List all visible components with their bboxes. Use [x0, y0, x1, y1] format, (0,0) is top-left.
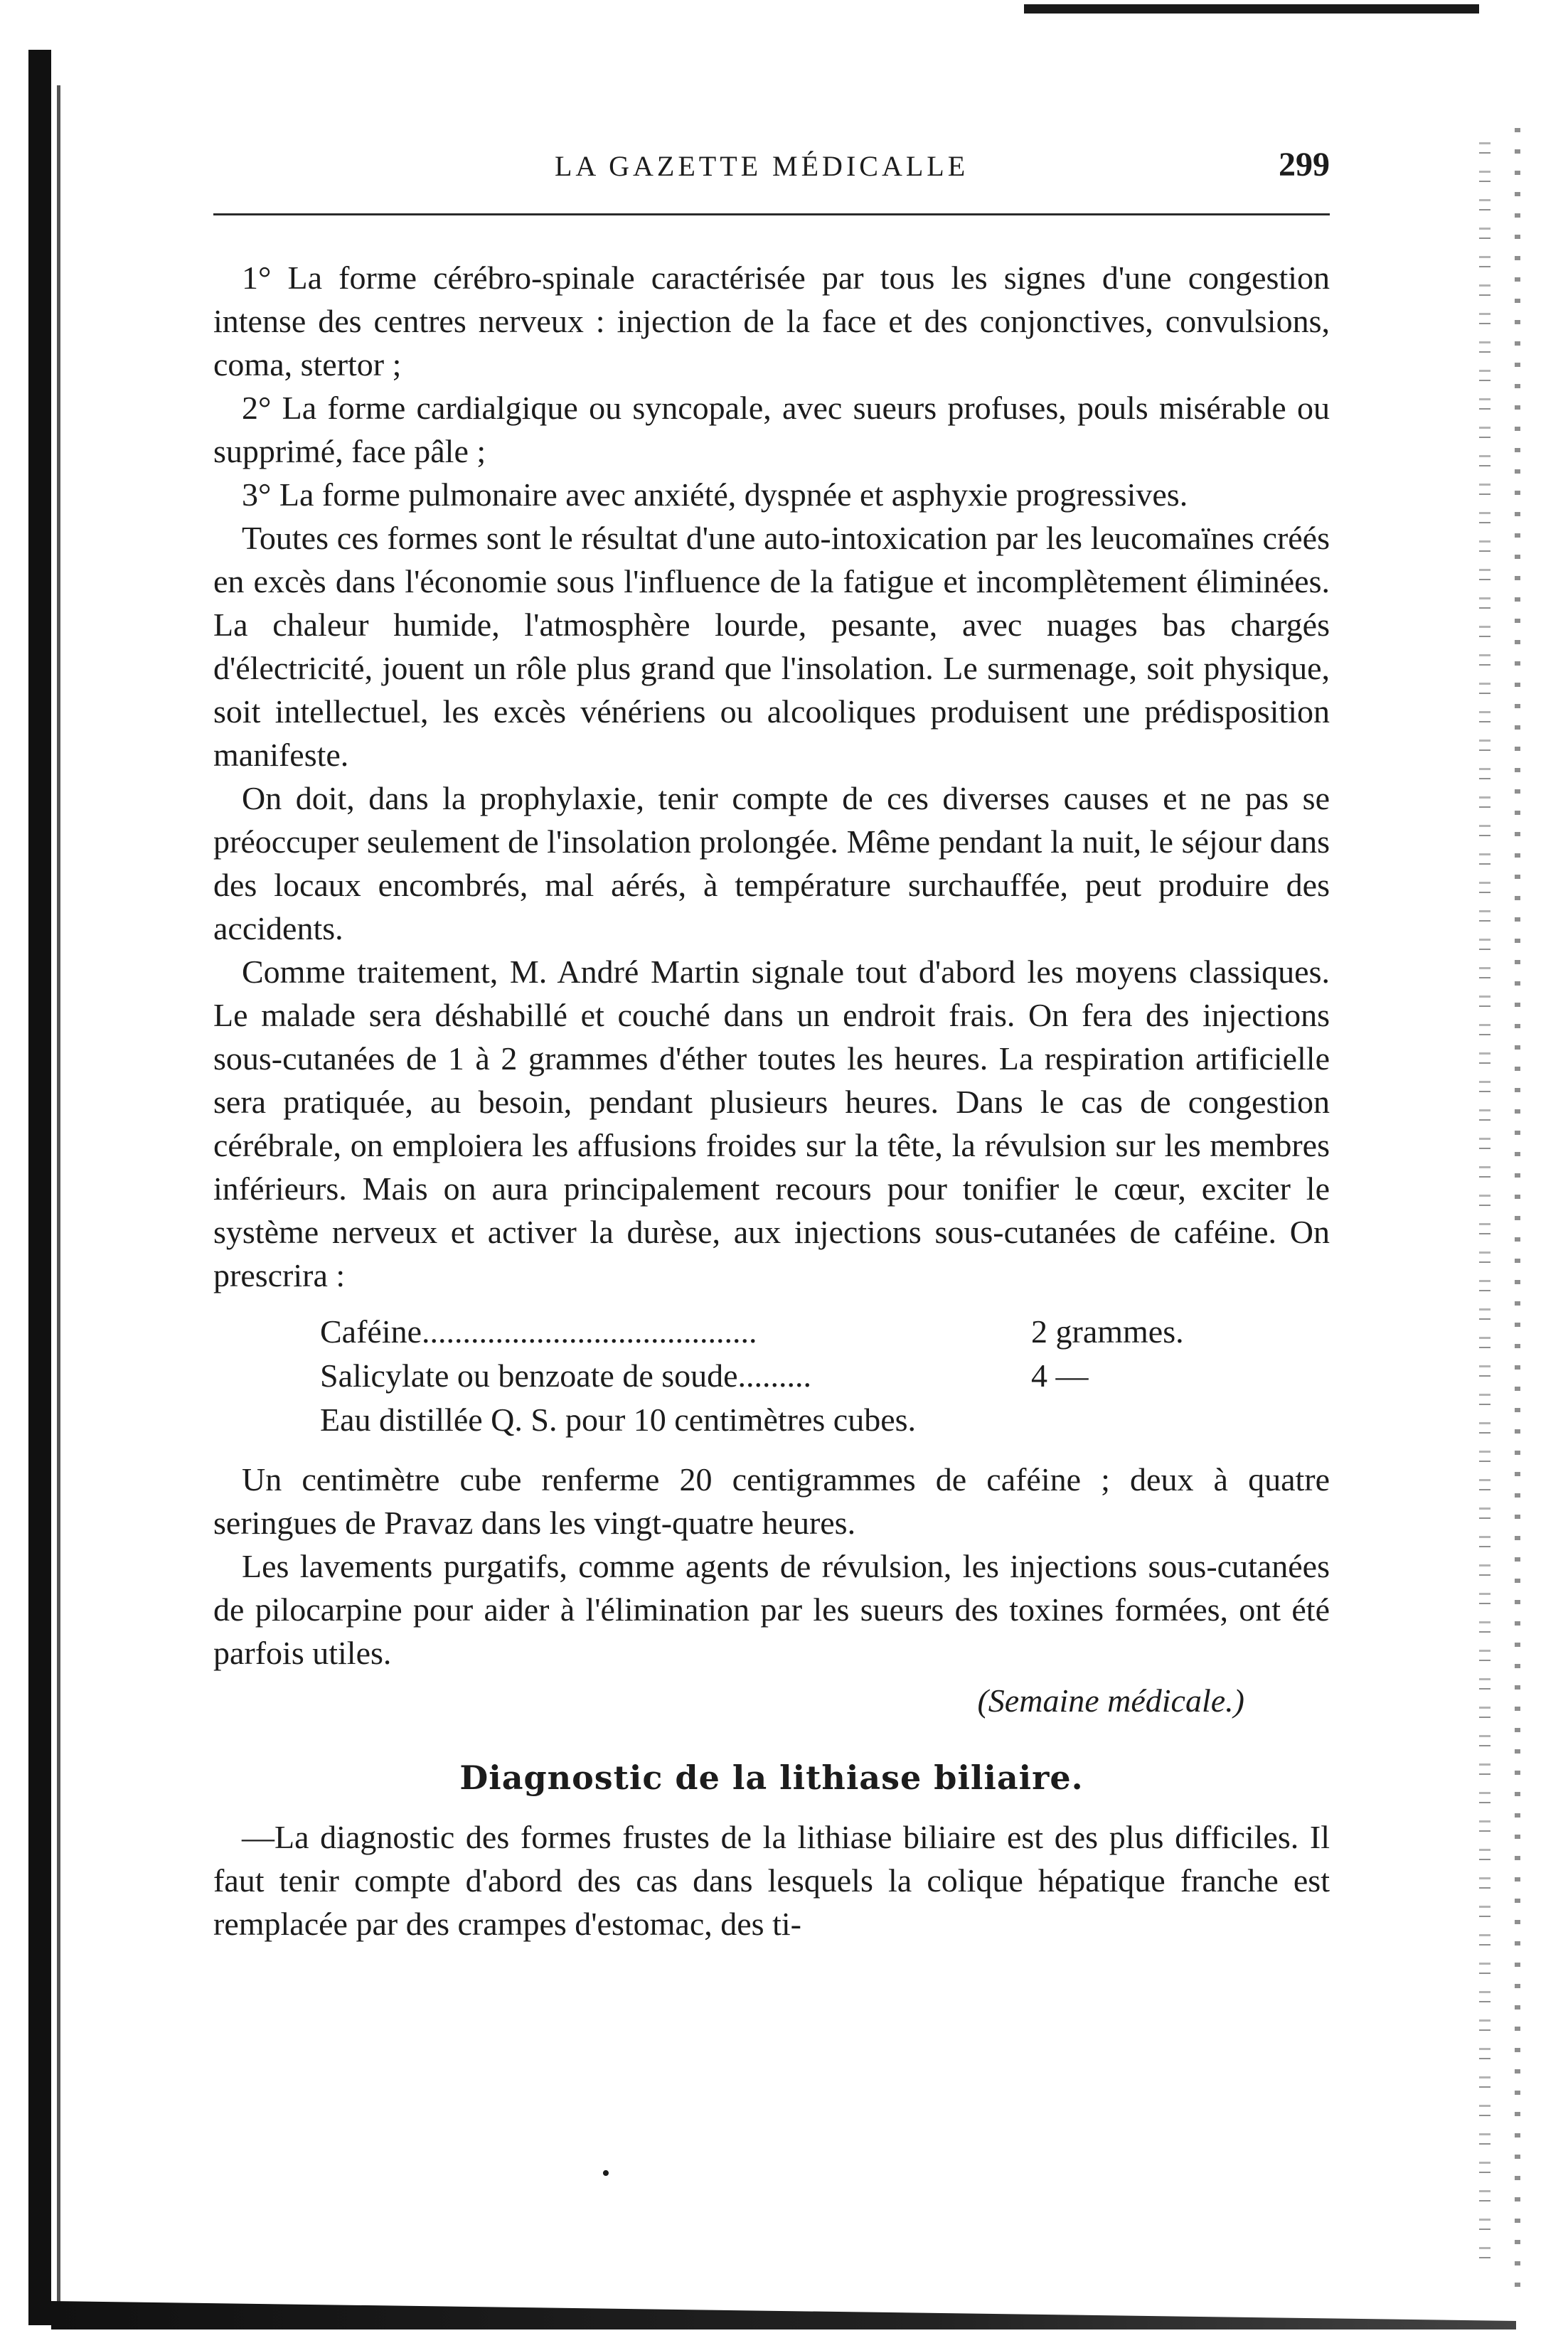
- paragraph-prophylaxie: On doit, dans la prophylaxie, tenir compte de ces diverses causes et ne pas se préoccuper seulement de l'insolation prolongée. Même pendant la nuit, le séjour dans des locaux encombrés, mal aérés, à température surchauffée, peut produire des accidents.: [213, 780, 1330, 946]
- paragraph-cafeine-dosage: Un centimètre cube renferme 20 centigrammes de caféine ; deux à quatre seringues de Pravaz dans les vingt-quatre heures.: [213, 1461, 1330, 1541]
- scan-top-rule: [1024, 4, 1479, 23]
- prescription-dose: 4 —: [1031, 1357, 1089, 1394]
- scan-left-edge-line: [57, 85, 60, 2318]
- source-citation: (Semaine médicale.): [977, 1682, 1244, 1719]
- prescription-dose: 2 grammes.: [1031, 1313, 1184, 1350]
- footer-mark: •: [602, 2160, 610, 2187]
- paragraph-auto-intoxication: Toutes ces formes sont le résultat d'une auto-intoxication par les leucomaïnes créés en excès dans l'économie sous l'influence de la fatigue et incomplètement éliminées. La chaleur humide, l'atmosphère lourde, pesante, avec nuages bas chargés d'électricité, jouent un rôle plus grand que l'insolation. Le surmenage, soit physique, soit intellectuel, les excès vénériens ou alcooliques produisent une prédisposition manifeste.: [213, 520, 1330, 773]
- paragraph-traitement: Comme traitement, M. André Martin signale tout d'abord les moyens classiques. Le malade sera déshabillé et couché dans un endroit frais. On fera des injections sous-cutanées de 1 à 2 grammes d'éther toutes les heures. La respiration artificielle sera pratiquée, au besoin, pendant plusieurs heures. Dans le cas de congestion cérébrale, on emploiera les affusions froides sur la tête, la révulsion sur les membres inférieurs. Mais on aura principalement recours pour tonifier le cœur, exciter le système nerveux et activer la durèse, aux injections sous-cutanées de caféine. On prescrira :: [213, 954, 1330, 1293]
- paragraph-lavements: Les lavements purgatifs, comme agents de révulsion, les injections sous-cutanées de pilocarpine pour aider à l'élimination par les sueurs des toxines formées, ont été parfois utiles.: [213, 1548, 1330, 1671]
- header-rule: [213, 213, 1330, 215]
- scan-right-edge-noise: [1479, 142, 1490, 2275]
- scan-bottom-rule: [51, 2301, 1516, 2329]
- prescription-row: [320, 1398, 1244, 1442]
- prescription-drug: Eau distillée Q. S. pour 10 centimètres cubes.: [320, 1402, 917, 1438]
- paragraph-form-pulmonaire: 3° La forme pulmonaire avec anxiété, dyspnée et asphyxie progressives.: [242, 476, 1188, 513]
- scan-left-binding-shadow: [28, 50, 51, 2325]
- prescription-row: [320, 1354, 1244, 1398]
- section-title: Diagnostic de la lithiase biliaire.: [459, 1758, 1084, 1797]
- scan-right-edge-noise-2: [1515, 128, 1520, 2290]
- running-title: LA GAZETTE MÉDICALLE: [555, 150, 969, 182]
- prescription-row: [320, 1310, 1244, 1354]
- paragraph-form-cardialgique: 2° La forme cardialgique ou syncopale, avec sueurs profuses, pouls misérable ou supprimé, face pâle ;: [213, 390, 1330, 469]
- prescription-drug: Salicylate ou benzoate de soude.........: [320, 1357, 812, 1394]
- page-number: 299: [1279, 146, 1330, 183]
- paragraph-form-cerebro-spinale: 1° La forme cérébro-spinale caractérisée par tous les signes d'une congestion intense des centres nerveux : injection de la face et des conjonctives, convulsions, coma, stertor ;: [213, 260, 1330, 383]
- prescription: [320, 1310, 1244, 1442]
- body-text: [213, 256, 1330, 1946]
- running-head: [213, 146, 1330, 192]
- paragraph-lithiase: —La diagnostic des formes frustes de la lithiase biliaire est des plus difficiles. Il faut tenir compte d'abord des cas dans lesquels la colique hépatique franche est remplacée par des crampes d'estomac, des ti-: [213, 1819, 1330, 1942]
- prescription-drug: Caféine.........................................: [320, 1313, 757, 1350]
